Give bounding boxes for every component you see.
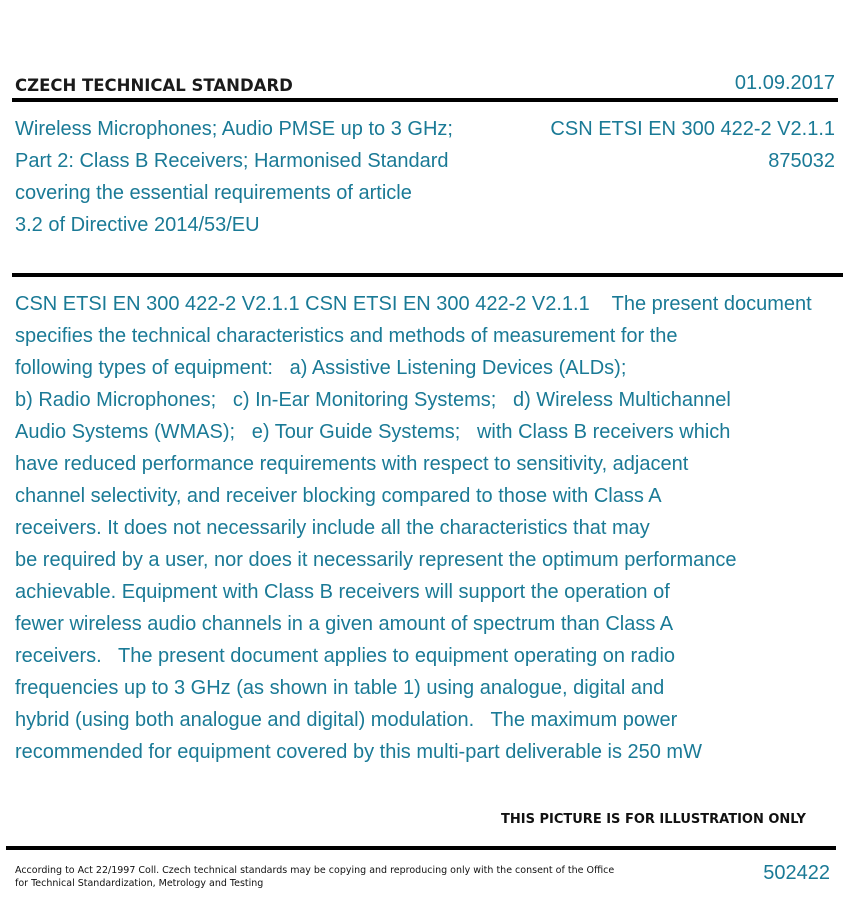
title-line: covering the essential requirements of article [15, 182, 412, 204]
bottom-divider [6, 846, 836, 850]
abstract-line: channel selectivity, and receiver blocking compared to those with Class A [15, 485, 662, 507]
abstract-line: fewer wireless audio channels in a given amount of spectrum than Class A [15, 613, 674, 635]
abstract-line: hybrid (using both analogue and digital) modulation. The maximum power [15, 709, 678, 731]
standard-identifier [550, 113, 835, 177]
abstract-line: be required by a user, nor does it necessarily represent the optimum performance [15, 549, 737, 571]
abstract-line: Audio Systems (WMAS); e) Tour Guide Systems; with Class B receivers which [15, 421, 731, 443]
abstract-line: b) Radio Microphones; c) In-Ear Monitoring Systems; d) Wireless Multichannel [15, 389, 731, 411]
abstract-line: achievable. Equipment with Class B receivers will support the operation of [15, 581, 670, 603]
document-code: 502422 [763, 862, 830, 884]
catalog-number: 875032 [768, 150, 835, 172]
title-line: 3.2 of Directive 2014/53/EU [15, 214, 260, 236]
publication-date: 01.09.2017 [734, 72, 835, 94]
standard-designation: CSN ETSI EN 300 422-2 V2.1.1 [550, 118, 835, 140]
abstract-line: recommended for equipment covered by this multi-part deliverable is 250 mW [15, 741, 702, 763]
title-line: Part 2: Class B Receivers; Harmonised Standard [15, 150, 449, 172]
abstract-text [15, 288, 865, 768]
copyright-line: for Technical Standardization, Metrology and Testing [15, 878, 264, 889]
abstract-line: have reduced performance requirements with respect to sensitivity, adjacent [15, 453, 689, 475]
title-line: Wireless Microphones; Audio PMSE up to 3 GHz; [15, 118, 453, 140]
copyright-notice [15, 864, 615, 890]
copyright-line: According to Act 22/1997 Coll. Czech technical standards may be copying and reproducing only with the consent of the Office [15, 865, 615, 876]
standard-title [15, 113, 505, 241]
top-divider [12, 98, 838, 102]
abstract-line: CSN ETSI EN 300 422-2 V2.1.1 CSN ETSI EN 300 422-2 V2.1.1 The present document [15, 293, 812, 315]
abstract-line: specifies the technical characteristics and methods of measurement for the [15, 325, 678, 347]
abstract-line: following types of equipment: a) Assistive Listening Devices (ALDs); [15, 357, 627, 379]
abstract-line: receivers. The present document applies to equipment operating on radio [15, 645, 676, 667]
abstract-line: receivers. It does not necessarily include all the characteristics that may [15, 517, 650, 539]
illustration-disclaimer: THIS PICTURE IS FOR ILLUSTRATION ONLY [501, 812, 806, 827]
middle-divider [12, 273, 843, 277]
document-type-heading: CZECH TECHNICAL STANDARD [15, 76, 293, 95]
abstract-line: frequencies up to 3 GHz (as shown in table 1) using analogue, digital and [15, 677, 665, 699]
